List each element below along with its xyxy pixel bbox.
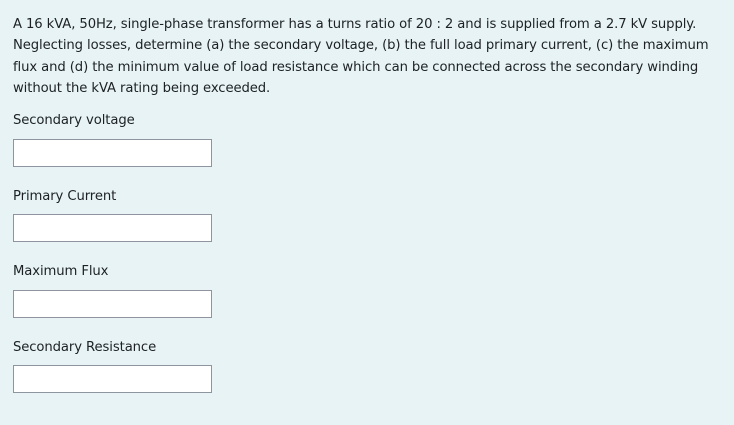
question-text: A 16 kVA, 50Hz, single-phase transformer has a turns ratio of 20 : 2 and is supplied from a 2.7 kV supply. Neglecting losses, determine (a) the secondary voltage, (b) the full load primary current, (c) the maximum flux and (d) the minimum value of load resistance which can be connected across the secondary winding without the kVA rating being exceeded. (13, 17, 709, 96)
secondary-resistance-input[interactable] (13, 365, 212, 393)
secondary-voltage-label: Secondary voltage (13, 113, 135, 128)
maximum-flux-input[interactable] (13, 290, 212, 318)
maximum-flux-label: Maximum Flux (13, 264, 109, 279)
secondary-resistance-label: Secondary Resistance (13, 340, 157, 355)
primary-current-input[interactable] (13, 214, 212, 242)
secondary-voltage-input[interactable] (13, 139, 212, 167)
primary-current-label: Primary Current (13, 189, 117, 204)
